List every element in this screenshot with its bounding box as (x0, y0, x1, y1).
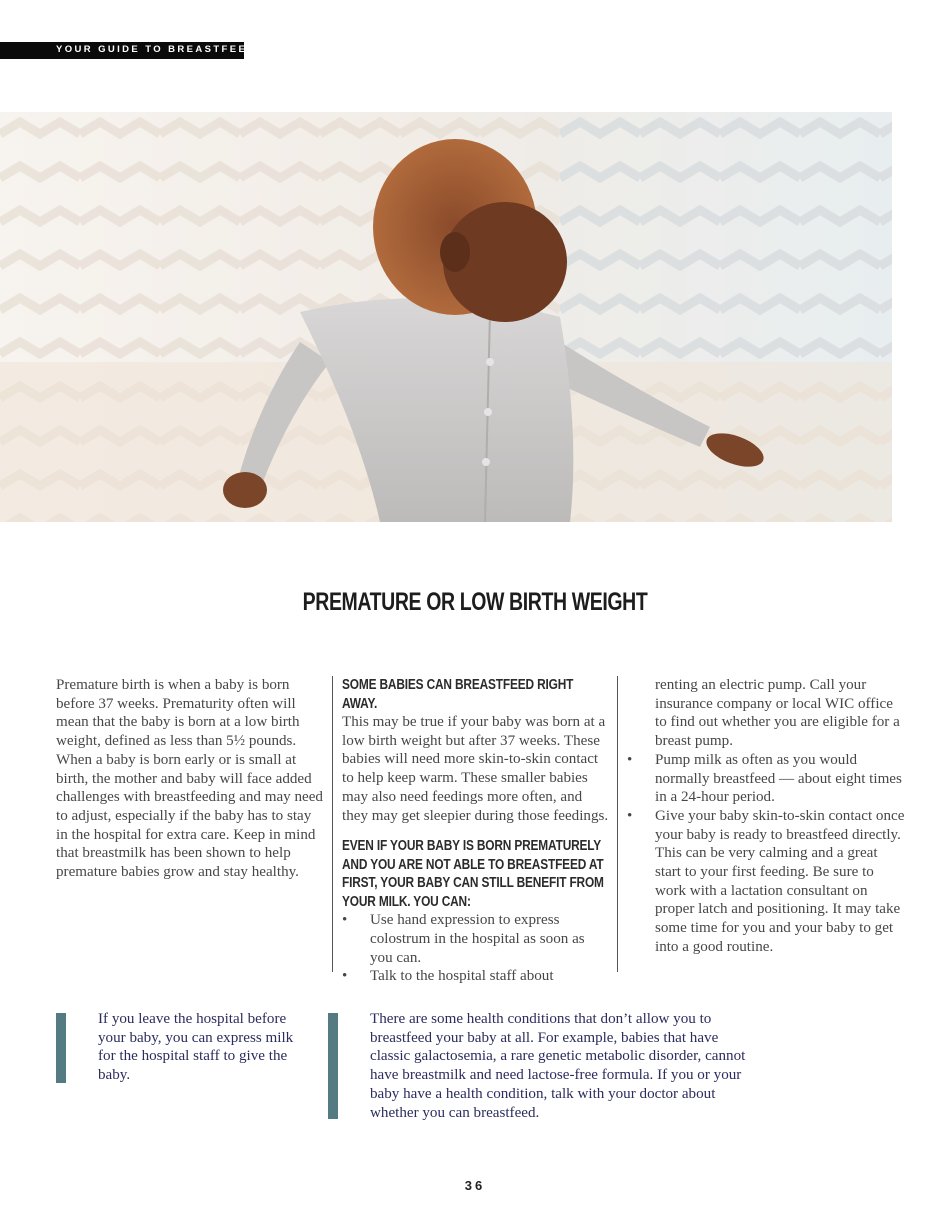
subhead-breastfeed-right-away: SOME BABIES CAN BREASTFEED RIGHT AWAY. (342, 677, 574, 712)
callout-text: There are some health conditions that don’t allow you to breastfeed your baby at all. For example, babies that have classic galactosemia, a rare genetic metabolic disorder, cannot have breastmilk and need lactose-free formula. If you or your baby have a health condition, talk with your doctor about whether you can breastfeed. (370, 1011, 746, 1121)
text-column-2 (332, 676, 610, 985)
list-item: • Talk to the hospital staff about (342, 967, 610, 986)
options-list (342, 911, 610, 986)
page-title: PREMATURE OR LOW BIRTH WEIGHT (302, 588, 648, 616)
list-item: • Pump milk as often as you would normally breastfeed — about eight times in a 24-hour period. (655, 751, 907, 807)
options-list-continued (655, 751, 907, 957)
intro-paragraph: Premature birth is when a baby is born before 37 weeks. Prematurity often will mean that the baby is born at a low birth weight, defined as less than 5½ pounds. When a baby is born early or is small at birth, the mother and baby will face added challenges with breastfeeding and may need to adjust, especially if the baby has to stay in the hospital for extra care. Keep in mind that breastmilk has been shown to help premature babies grow and stay healthy. (56, 677, 323, 881)
running-header-text: YOUR GUIDE TO BREASTFEEDING (56, 44, 281, 55)
callout-health-conditions (328, 1010, 748, 1122)
list-item: • Give your baby skin-to-skin contact once your baby is ready to breastfeed directly. This can be very calming and a great start to your first feeding. Be sure to work with a lactation consultant on proper latch and positioning. It may take some time for you and your baby to get into a good routine. (655, 807, 907, 957)
list-item: • Use hand expression to express colostrum in the hospital as soon as you can. (342, 911, 610, 967)
page-number: 36 (464, 1178, 486, 1193)
low-birth-weight-paragraph: This may be true if your baby was born at a low birth weight but after 37 weeks. These babies will need more skin-to-skin contact to help keep warm. These smaller babies may also need feedings more often, and they may get sleepier during those feedings. (342, 714, 609, 824)
subhead-benefit-from-milk: EVEN IF YOUR BABY IS BORN PREMATURELY AND YOU ARE NOT ABLE TO BREASTFEED AT FIRST, YOUR BABY CAN STILL BENEFIT FROM YOUR MILK. YOU CAN: (342, 838, 604, 910)
text-column-1 (56, 676, 324, 882)
callout-accent-bar (328, 1013, 338, 1119)
continuation-text: renting an electric pump. Call your insurance company or local WIC office to find out whether you are eligible for a breast pump. (655, 677, 900, 750)
callout-accent-bar (56, 1013, 66, 1083)
callout-hospital (56, 1010, 296, 1085)
sleeping-baby-photo (0, 112, 892, 522)
text-column-3 (617, 676, 907, 972)
callout-text: If you leave the hospital before your baby, you can express milk for the hospital staff to give the baby. (98, 1011, 294, 1084)
running-header (0, 42, 281, 59)
